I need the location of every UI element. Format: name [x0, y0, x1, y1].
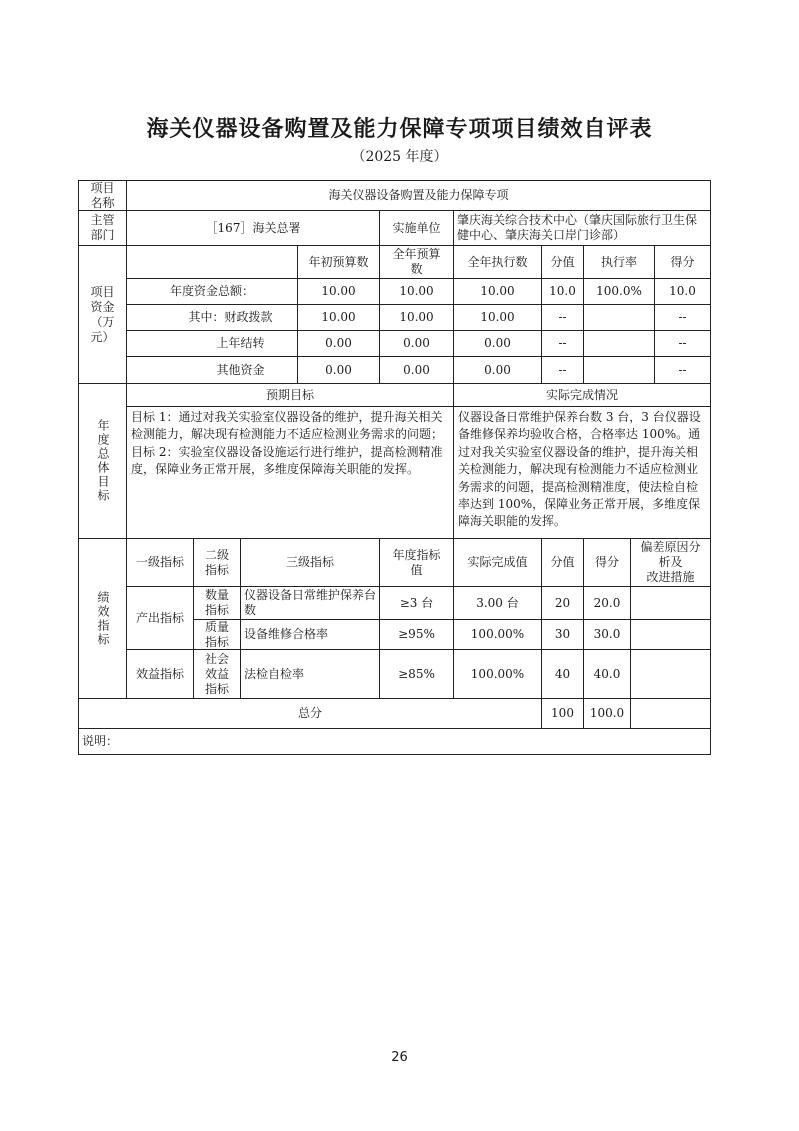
funds-row-label: 其中：财政拨款 — [126, 304, 298, 331]
funds-cell: 100.0% — [583, 278, 655, 305]
goals-label-text: 年度总体目标 — [96, 419, 110, 503]
funds-header-executed: 全年执行数 — [453, 245, 542, 279]
ind-score-full: 40 — [541, 649, 584, 699]
funds-label: 项目 资金 （万 元） — [78, 245, 127, 384]
ind-level1-benefit: 效益指标 — [126, 649, 194, 699]
funds-cell — [583, 304, 655, 331]
ind-level3: 设备维修合格率 — [240, 619, 380, 650]
funds-cell: -- — [541, 356, 584, 384]
ind-actual: 100.00% — [453, 619, 542, 650]
total-label: 总分 — [78, 698, 542, 729]
ind-header-level2: 二级 指标 — [193, 538, 241, 587]
ind-level3: 法检自检率 — [240, 649, 380, 699]
funds-cell: 10.0 — [541, 278, 584, 305]
ind-score: 20.0 — [583, 586, 631, 620]
funds-cell: 10.0 — [654, 278, 711, 305]
funds-cell: -- — [654, 356, 711, 384]
funds-header-blank — [126, 245, 298, 279]
total-score: 100.0 — [583, 698, 631, 729]
ind-header-target: 年度指标 值 — [379, 538, 454, 587]
expected-goal-header: 预期目标 — [126, 383, 454, 407]
ind-target: ≥85% — [379, 649, 454, 699]
ind-target: ≥95% — [379, 619, 454, 650]
funds-header-exec-rate: 执行率 — [583, 245, 655, 279]
funds-cell: -- — [541, 304, 584, 331]
total-deviation — [630, 698, 711, 729]
ind-level1-output: 产出指标 — [126, 586, 194, 650]
ind-deviation — [630, 649, 711, 699]
ind-level2: 质量 指标 — [193, 619, 241, 650]
funds-cell: 10.00 — [453, 304, 542, 331]
funds-cell: -- — [654, 330, 711, 357]
indicators-label — [78, 538, 127, 699]
funds-cell: -- — [654, 304, 711, 331]
funds-cell: 0.00 — [379, 330, 454, 357]
funds-cell: 10.00 — [453, 278, 542, 305]
funds-cell — [583, 330, 655, 357]
funds-row-label: 上年结转 — [126, 330, 298, 357]
funds-cell: 0.00 — [297, 356, 380, 384]
ind-header-level3: 三级指标 — [240, 538, 380, 587]
funds-cell — [583, 356, 655, 384]
funds-cell: 10.00 — [297, 304, 380, 331]
funds-header-initial-budget: 年初预算数 — [297, 245, 380, 279]
impl-label: 实施单位 — [379, 210, 454, 246]
funds-cell: 10.00 — [297, 278, 380, 305]
document-title: 海关仪器设备购置及能力保障专项项目绩效自评表 — [146, 117, 653, 142]
ind-header-deviation: 偏差原因分 析及 改进措施 — [630, 538, 711, 587]
project-name-label: 项目 名称 — [78, 180, 127, 211]
ind-level2: 社会 效益 指标 — [193, 649, 241, 699]
funds-cell: -- — [541, 330, 584, 357]
ind-header-actual: 实际完成值 — [453, 538, 542, 587]
total-score-full: 100 — [541, 698, 584, 729]
page-number: 26 — [391, 1050, 408, 1065]
funds-header-score: 得分 — [654, 245, 711, 279]
project-name-value: 海关仪器设备购置及能力保障专项 — [126, 180, 711, 211]
funds-cell: 0.00 — [453, 356, 542, 384]
dept-label: 主管 部门 — [78, 210, 127, 246]
ind-target: ≥3 台 — [379, 586, 454, 620]
funds-cell: 10.00 — [379, 304, 454, 331]
ind-actual: 3.00 台 — [453, 586, 542, 620]
actual-result-header: 实际完成情况 — [453, 383, 711, 407]
note-label: 说明： — [78, 728, 711, 755]
funds-cell: 0.00 — [379, 356, 454, 384]
actual-result-text: 仪器设备日常维护保养台数 3 台，3 台仪器设备维修保养均验收合格，合格率达 100%。通过对我关实验室仪器设备的维护，提升海关相关检测能力，解决现有检测能力不适应检测业务需求的问题，提高检测精准度，使法检自检率达到 100%，保障业务正常开展，多维度保障海关职能的发挥。 — [453, 406, 711, 539]
dept-value: ［167］海关总署 — [126, 210, 380, 246]
funds-cell: 10.00 — [379, 278, 454, 305]
funds-cell: 0.00 — [297, 330, 380, 357]
expected-goal-text: 目标 1：通过对我关实验室仪器设备的维护，提升海关相关检测能力，解决现有检测能力不适应检测业务需求的问题；目标 2：实验室仪器设备设施运行进行维护，提高检测精准度，保障业务正常开展，多维度保障海关职能的发挥。 — [126, 406, 454, 539]
funds-header-score-full: 分值 — [541, 245, 584, 279]
funds-row-label: 其他资金 — [126, 356, 298, 384]
goals-label — [78, 383, 127, 539]
ind-actual: 100.00% — [453, 649, 542, 699]
ind-score-full: 20 — [541, 586, 584, 620]
document-subtitle: （2025 年度） — [351, 149, 448, 165]
funds-cell: 0.00 — [453, 330, 542, 357]
ind-score: 40.0 — [583, 649, 631, 699]
ind-deviation — [630, 586, 711, 620]
ind-deviation — [630, 619, 711, 650]
ind-score: 30.0 — [583, 619, 631, 650]
ind-header-level1: 一级指标 — [126, 538, 194, 587]
funds-header-annual-budget: 全年预算 数 — [379, 245, 454, 279]
ind-score-full: 30 — [541, 619, 584, 650]
impl-value: 肇庆海关综合技术中心（肇庆国际旅行卫生保健中心、肇庆海关口岸门诊部） — [453, 210, 711, 246]
ind-level2: 数量 指标 — [193, 586, 241, 620]
ind-header-score: 得分 — [583, 538, 631, 587]
funds-row-label: 年度资金总额： — [126, 278, 298, 305]
ind-level3: 仪器设备日常维护保养台数 — [240, 586, 380, 620]
ind-header-score-full: 分值 — [541, 538, 584, 587]
indicators-label-text: 绩效指标 — [96, 590, 110, 647]
